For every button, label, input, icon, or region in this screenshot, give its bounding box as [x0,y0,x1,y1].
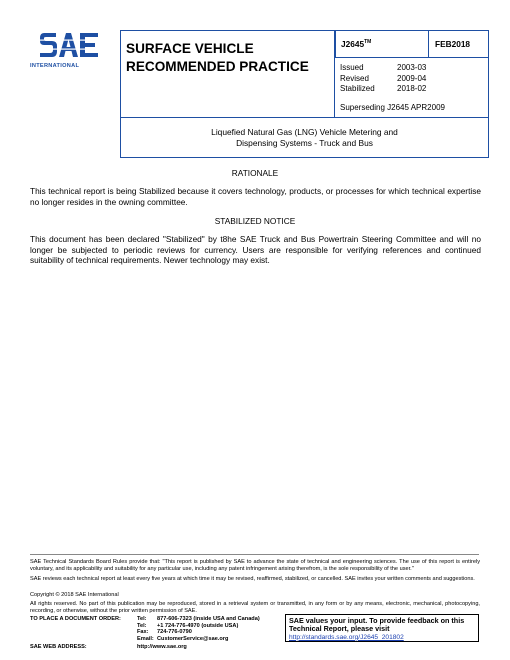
web-address-label: SAE WEB ADDRESS: [30,644,87,650]
document-type-title: SURFACE VEHICLE RECOMMENDED PRACTICE [126,41,309,74]
rationale-text: This technical report is being Stabilized because it covers technology, products, or processes for which technical expertise no longer resides in the owning committee. [30,186,481,207]
feedback-text: SAE values your input. To provide feedback on this Technical Report, please visit [289,616,465,634]
document-header [120,30,489,158]
sae-logo [30,30,106,74]
document-subject: Liquefied Natural Gas (LNG) Vehicle Metering and Dispensing Systems - Truck and Bus [211,127,398,148]
feedback-link[interactable]: http://standards.sae.org/J2645_201802 [289,633,404,641]
date-code-cell [429,31,488,58]
policy-text: SAE Technical Standards Board Rules provide that: "This report is published by SAE to advance the state of technical and engineering sciences. The use of this report is entirely voluntary, and its applicability and suitability for any particular use, including any patent infringement arising therefrom, is the sole responsibility of the user." [30,559,480,572]
date-code: FEB2018 [435,39,471,49]
rights-text: All rights reserved. No part of this publication may be reproduced, stored in a retrieval system or transmitted, in any form or by any means, electronic, mechanical, photocopying, recording, or otherwise, without the prior written permission of SAE. [30,601,480,614]
web-address-link[interactable]: http://www.sae.org [137,644,187,650]
sae-logo-mark [38,30,100,60]
subject-divider [121,117,488,118]
copyright: Copyright © 2018 SAE International [30,592,119,598]
footer-divider [30,554,479,555]
document-number-cell [335,31,429,58]
feedback-box [285,614,479,642]
stabilized-notice-text: This document has been declared "Stabilized" by t8he SAE Truck and Bus Powertrain Steering Committee and will no longer be subjected to periodic reviews for currency. Users are responsible for verifying references and continued suitability of technical requirements. Newer technology may exist. [30,234,481,266]
history-row: Revised 2009-04 [340,73,427,83]
title-cell [121,31,335,117]
review-text: SAE reviews each technical report at least every five years at which time it may be revised, reaffirmed, stabilized, or cancelled. SAE invites your written comments and suggestions. [30,576,475,582]
rationale-heading: RATIONALE [231,168,279,178]
history-row: Issued 2003-03 [340,63,427,72]
revision-history [340,63,460,95]
stabilized-notice-heading: STABILIZED NOTICE [214,216,296,226]
history-row: Stabilized 2018-02 [340,84,427,93]
order-label: TO PLACE A DOCUMENT ORDER: [30,616,121,622]
superseding-note: Superseding J2645 APR2009 [340,103,445,112]
logo-tagline: INTERNATIONAL [30,63,80,69]
document-number: J2645™ [341,39,372,49]
